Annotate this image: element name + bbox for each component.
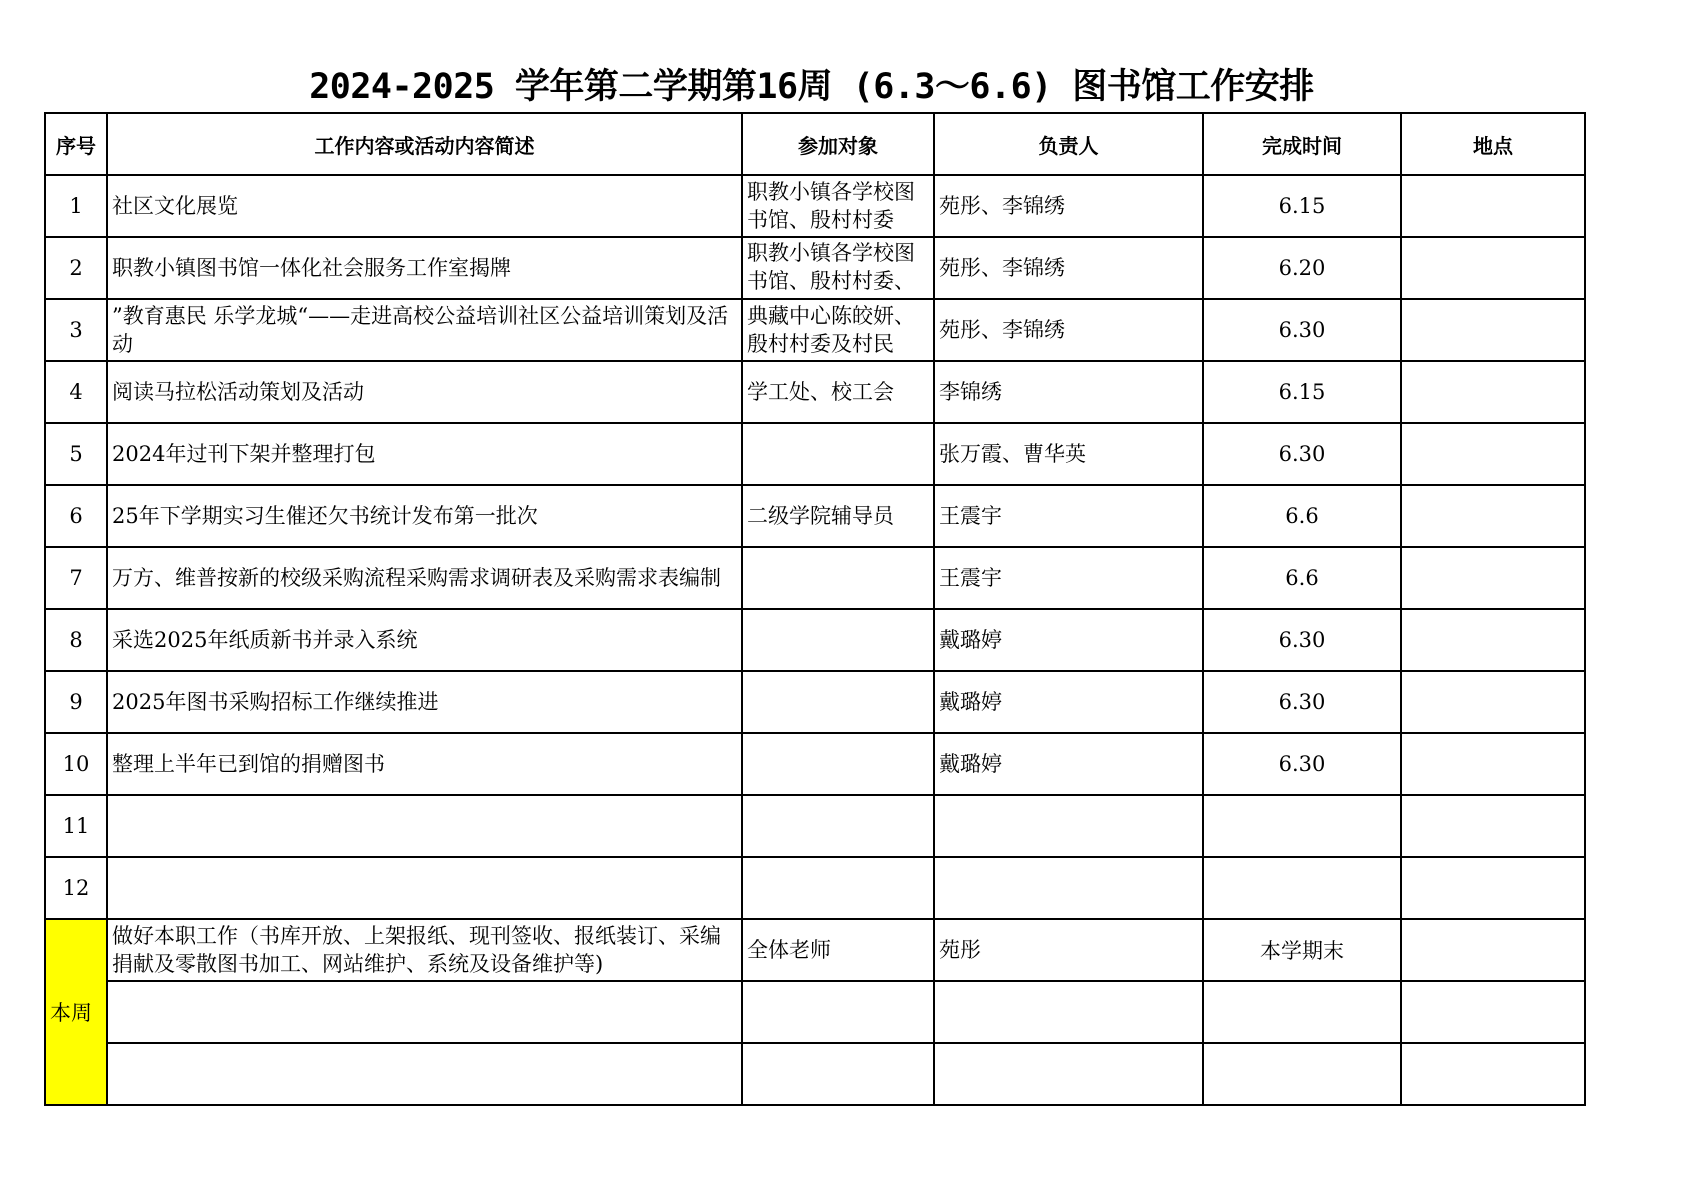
cell-content: 做好本职工作（书库开放、上架报纸、现刊签收、报纸装订、采编捐献及零散图书加工、网站维护、系统及设备维护等): [107, 919, 742, 981]
table-row: [45, 733, 1585, 795]
table-row: [45, 175, 1585, 237]
cell-num: 4: [45, 361, 107, 423]
cell-target-text: 职教小镇各学校图书馆、殷村村委、: [747, 241, 915, 293]
cell-content: 阅读马拉松活动策划及活动: [107, 361, 742, 423]
cell-owner: [934, 857, 1203, 919]
cell-target: [742, 733, 934, 795]
cell-content: [107, 1043, 742, 1105]
table-row: [45, 857, 1585, 919]
cell-time: [1203, 981, 1401, 1043]
table-row: [45, 423, 1585, 485]
cell-time: 6.30: [1203, 733, 1401, 795]
cell-target: [742, 981, 934, 1043]
cell-target: [742, 361, 934, 423]
schedule-table: [44, 112, 1586, 1106]
cell-content: 2024年过刊下架并整理打包: [107, 423, 742, 485]
cell-owner: 苑彤、李锦绣: [934, 299, 1203, 361]
cell-target: [742, 671, 934, 733]
cell-content: ”教育惠民 乐学龙城“——走进高校公益培训社区公益培训策划及活动: [107, 299, 742, 361]
table-row: [45, 299, 1585, 361]
cell-place: [1401, 547, 1585, 609]
cell-content: 2025年图书采购招标工作继续推进: [107, 671, 742, 733]
cell-target: [742, 237, 934, 299]
week-row: [45, 919, 1585, 981]
cell-time: 6.30: [1203, 299, 1401, 361]
cell-num: 12: [45, 857, 107, 919]
cell-target-text: 二级学院辅导员: [747, 504, 894, 528]
cell-owner: 戴璐婷: [934, 609, 1203, 671]
cell-place: [1401, 733, 1585, 795]
cell-time: 6.20: [1203, 237, 1401, 299]
cell-place: [1401, 485, 1585, 547]
cell-owner: 苑彤: [934, 919, 1203, 981]
cell-target: [742, 547, 934, 609]
cell-content: [107, 795, 742, 857]
cell-content: 整理上半年已到馆的捐赠图书: [107, 733, 742, 795]
cell-owner: [934, 795, 1203, 857]
cell-num: 8: [45, 609, 107, 671]
cell-num: 7: [45, 547, 107, 609]
header-num: 序号: [45, 113, 107, 175]
table-row: [45, 485, 1585, 547]
cell-place: [1401, 609, 1585, 671]
header-target: 参加对象: [742, 113, 934, 175]
cell-place: [1401, 361, 1585, 423]
header-row: [45, 113, 1585, 175]
cell-time: 6.30: [1203, 609, 1401, 671]
cell-target: [742, 423, 934, 485]
cell-place: [1401, 857, 1585, 919]
cell-content: 万方、维普按新的校级采购流程采购需求调研表及采购需求表编制: [107, 547, 742, 609]
cell-target-text: 职教小镇各学校图书馆、殷村村委: [747, 180, 915, 232]
cell-time: [1203, 1043, 1401, 1105]
cell-num: 6: [45, 485, 107, 547]
cell-owner: [934, 1043, 1203, 1105]
cell-owner: 王震宇: [934, 547, 1203, 609]
table-row: [45, 361, 1585, 423]
cell-owner: [934, 981, 1203, 1043]
cell-target: [742, 1043, 934, 1105]
cell-time: 本学期末: [1203, 919, 1401, 981]
cell-num: 5: [45, 423, 107, 485]
header-owner: 负责人: [934, 113, 1203, 175]
cell-target: [742, 919, 934, 981]
cell-target: [742, 299, 934, 361]
cell-time: 6.15: [1203, 175, 1401, 237]
cell-place: [1401, 981, 1585, 1043]
cell-content: 社区文化展览: [107, 175, 742, 237]
cell-owner: 李锦绣: [934, 361, 1203, 423]
table-row: [45, 795, 1585, 857]
cell-target: [742, 857, 934, 919]
cell-content: 25年下学期实习生催还欠书统计发布第一批次: [107, 485, 742, 547]
cell-target: [742, 175, 934, 237]
cell-place: [1401, 671, 1585, 733]
cell-target: [742, 485, 934, 547]
page-title: 2024-2025 学年第二学期第16周 (6.3～6.6) 图书馆工作安排: [309, 67, 1314, 107]
cell-content: 采选2025年纸质新书并录入系统: [107, 609, 742, 671]
cell-num: 3: [45, 299, 107, 361]
header-time: 完成时间: [1203, 113, 1401, 175]
cell-time: 6.6: [1203, 547, 1401, 609]
cell-num: 10: [45, 733, 107, 795]
cell-owner: 戴璐婷: [934, 733, 1203, 795]
cell-content: [107, 981, 742, 1043]
cell-time: 6.6: [1203, 485, 1401, 547]
cell-place: [1401, 423, 1585, 485]
cell-owner: 苑彤、李锦绣: [934, 237, 1203, 299]
table-row: [45, 609, 1585, 671]
cell-place: [1401, 919, 1585, 981]
cell-time: 6.30: [1203, 671, 1401, 733]
cell-place: [1401, 237, 1585, 299]
cell-owner: 戴璐婷: [934, 671, 1203, 733]
table-row: [45, 237, 1585, 299]
table-row: [45, 671, 1585, 733]
cell-num: 1: [45, 175, 107, 237]
header-place: 地点: [1401, 113, 1585, 175]
cell-place: [1401, 175, 1585, 237]
cell-place: [1401, 299, 1585, 361]
cell-target-text: 学工处、校工会: [747, 380, 894, 404]
week-row: [45, 981, 1585, 1043]
cell-time: 6.15: [1203, 361, 1401, 423]
cell-owner: 王震宇: [934, 485, 1203, 547]
header-content: 工作内容或活动内容简述: [107, 113, 742, 175]
cell-place: [1401, 1043, 1585, 1105]
cell-target-text: 全体老师: [747, 938, 831, 962]
week-row: [45, 1043, 1585, 1105]
cell-content: [107, 857, 742, 919]
cell-content: 职教小镇图书馆一体化社会服务工作室揭牌: [107, 237, 742, 299]
cell-target-text: 典藏中心陈皎妍、殷村村委及村民: [747, 304, 915, 356]
cell-target: [742, 609, 934, 671]
cell-owner: 苑彤、李锦绣: [934, 175, 1203, 237]
cell-time: [1203, 857, 1401, 919]
cell-place: [1401, 795, 1585, 857]
cell-target: [742, 795, 934, 857]
cell-time: [1203, 795, 1401, 857]
cell-num: 2: [45, 237, 107, 299]
cell-time: 6.30: [1203, 423, 1401, 485]
table-row: [45, 547, 1585, 609]
cell-num: 11: [45, 795, 107, 857]
cell-num: 9: [45, 671, 107, 733]
week-label: 本周: [45, 919, 107, 1105]
cell-owner: 张万霞、曹华英: [934, 423, 1203, 485]
